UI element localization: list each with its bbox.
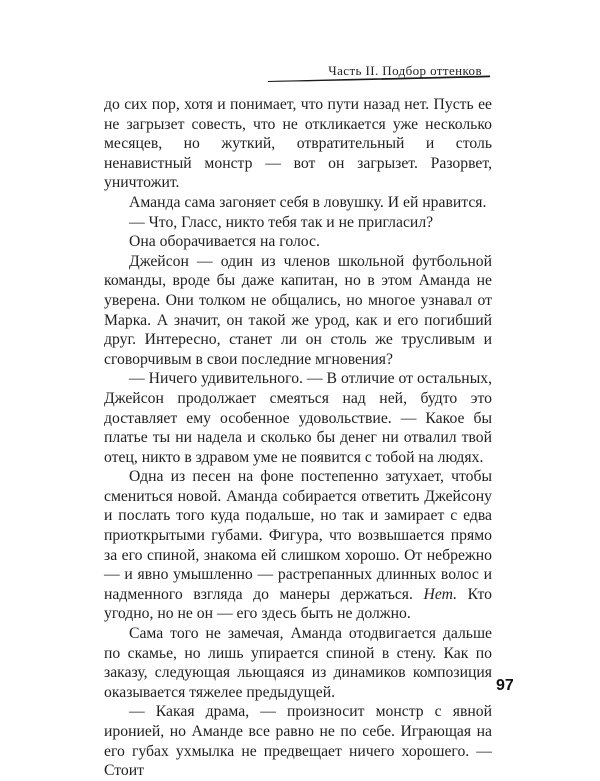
- paragraph: — Что, Гласс, никто тебя так и не пригласил?: [129, 213, 434, 231]
- page-number: 97: [496, 677, 514, 694]
- header-rule: [268, 74, 490, 84]
- paragraph: [104, 467, 492, 624]
- paragraph: Джейсон — один из членов школьной футбольной команды, вроде бы даже капитан, но в этом Аманда не уверена. Они толком не общались, но многое узнавал от Марка. А значит, он такой же урод, как и его погибший друг. Интересно, станет ли он столь же трусливым и сговорчивым в свои последние мгновения?: [104, 252, 492, 368]
- paragraph-text: Одна из песен на фоне постепенно затухает, чтобы смениться новой. Аманда собирается ответить Джейсону и послать того куда подальше, но так и замирает с едва приоткрытыми губами. Фигура, что возвышается прямо за его спиной, знакома ей слишком хорошо. От небрежно — и явно умышленно — растрепанных длинных волос и надменного взгляда до манеры держаться.: [104, 468, 492, 603]
- paragraph: — Ничего удивительного. — В отличие от остальных, Джейсон продолжает смеяться над ней, будто это доставляет ему особенное удовольствие. — Какое бы платье ты ни надела и сколько бы денег ни отвалил твой отец, никто в здравом уме не появится с тобой на людях.: [104, 370, 492, 466]
- paragraph: до сих пор, хотя и понимает, что пути назад нет. Пусть ее не загрызет совесть, что не откликается уже несколько месяцев, но жуткий, отвратительный и столь ненавистный монстр — вот он загрызет. Разорвет, уничтожит.: [104, 96, 492, 192]
- paragraph: Сама того не замечая, Аманда отодвигается дальше по скамье, но лишь упирается спиной в стену. Как по заказу, следующая льющаяся из динамиков композиция оказывается тяжелее предыдущей.: [104, 625, 492, 701]
- emphasis: Нет.: [423, 585, 458, 603]
- paragraph: — Какая драма, — произносит монстр с явной иронией, но Аманде все равно не по себе. Играющая на его губах ухмылка не предвещает ничего хорошего. — Стоит: [104, 703, 492, 780]
- paragraph: Она оборачивается на голос.: [129, 233, 320, 251]
- running-head: Часть II. Подбор оттенков: [328, 63, 482, 78]
- paragraph: Аманда сама загоняет себя в ловушку. И ей нравится.: [129, 193, 487, 211]
- paragraph-text: Кто угодно, но не он — его здесь быть не должно.: [104, 585, 493, 623]
- body-text: [104, 95, 492, 781]
